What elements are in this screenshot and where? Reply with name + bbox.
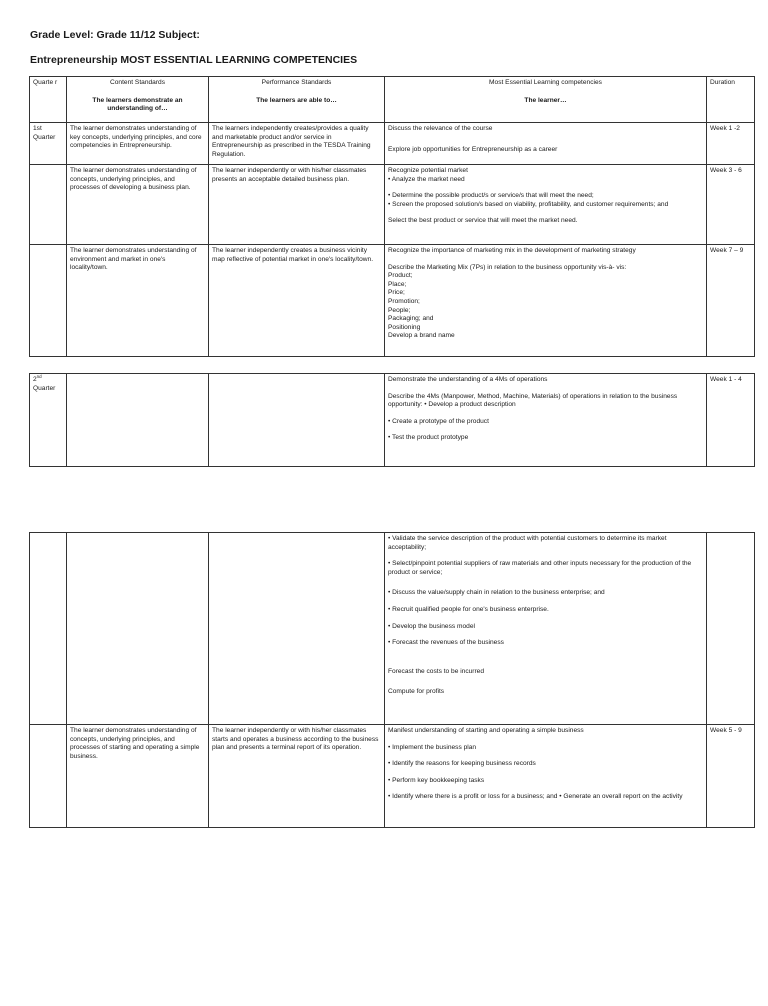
content-standards-header: Content Standards The learners demonstrate an understanding of… bbox=[67, 77, 209, 123]
duration-cell: Week 7 – 9 bbox=[707, 245, 755, 357]
performance-standard-cell: The learner independently or with his/her classmates starts and operates a business according to the business plan and presents a terminal report of its operation. bbox=[209, 725, 385, 828]
grade-level-heading: Grade Level: Grade 11/12 Subject: bbox=[30, 29, 200, 41]
duration-cell: Week 3 - 6 bbox=[707, 165, 755, 245]
competencies-cell: Recognize the importance of marketing mix in the development of marketing strategy Describe the Marketing Mix (7Ps) in relation to the business opportunity vis-à- vis: Product; Place; Price; Promotion; People; Packaging; and Positioning Develop a brand name bbox=[385, 245, 707, 357]
content-standard-cell: The learner demonstrates understanding of concepts, underlying principles, and processes of developing a business plan. bbox=[67, 165, 209, 245]
performance-standard-cell bbox=[209, 533, 385, 725]
melc-table-continuation bbox=[29, 532, 755, 828]
quarter-cell bbox=[30, 165, 67, 245]
content-standard-cell: The learner demonstrates understanding of key concepts, underlying principles, and core competencies in Entrepreneurship. bbox=[67, 123, 209, 165]
table-row bbox=[30, 165, 755, 245]
competencies-cell: Demonstrate the understanding of a 4Ms of operations Describe the 4Ms (Manpower, Method, Machine, Materials) of operations in relation to the business opportunity: • Develop a product description • Create a prototype of the product • Test the product prototype bbox=[385, 374, 707, 467]
quarter-cell bbox=[30, 245, 67, 357]
duration-cell: Week 1 -2 bbox=[707, 123, 755, 165]
duration-header: Duration bbox=[707, 77, 755, 123]
quarter-cell bbox=[30, 533, 67, 725]
subject-heading: Entrepreneurship MOST ESSENTIAL LEARNING COMPETENCIES bbox=[30, 54, 358, 66]
melc-table-quarter-1 bbox=[29, 76, 755, 357]
content-standard-cell: The learner demonstrates understanding of environment and market in one's locality/town. bbox=[67, 245, 209, 357]
content-standard-cell bbox=[67, 533, 209, 725]
performance-standard-cell: The learners independently creates/provides a quality and marketable product and/or service in Entrepreneurship as prescribed in the TESDA Training Regulation. bbox=[209, 123, 385, 165]
quarter-column-header: Quarte r bbox=[30, 77, 67, 123]
quarter-cell: 2nd Quarter bbox=[30, 374, 67, 467]
table-row bbox=[30, 374, 755, 467]
table-row bbox=[30, 533, 755, 725]
competencies-cell: Recognize potential market • Analyze the market need • Determine the possible product/s or service/s that will meet the need; • Screen the proposed solution/s based on viability, profitability, and customer requirements; and Select the best product or service that will meet the market need. bbox=[385, 165, 707, 245]
competencies-cell: Discuss the relevance of the course Explore job opportunities for Entrepreneurship as a career bbox=[385, 123, 707, 165]
quarter-cell bbox=[30, 725, 67, 828]
performance-standards-header: Performance Standards The learners are able to… bbox=[209, 77, 385, 123]
melc-header: Most Essential Learning competencies The learner… bbox=[385, 77, 707, 123]
performance-standard-cell bbox=[209, 374, 385, 467]
melc-table-quarter-2 bbox=[29, 373, 755, 467]
duration-cell: Week 1 - 4 bbox=[707, 374, 755, 467]
quarter-cell: 1st Quarter bbox=[30, 123, 67, 165]
performance-standard-cell: The learner independently creates a business vicinity map reflective of potential market in one's locality/town. bbox=[209, 245, 385, 357]
competencies-cell: Manifest understanding of starting and operating a simple business • Implement the business plan • Identify the reasons for keeping business records • Perform key bookkeeping tasks • Identify where there is a profit or loss for a business; and • Generate an overall report on the activity bbox=[385, 725, 707, 828]
table-row bbox=[30, 123, 755, 165]
content-standard-cell: The learner demonstrates understanding of concepts, underlying principles, and processes of starting and operating a simple business. bbox=[67, 725, 209, 828]
table-header-row bbox=[30, 77, 755, 123]
duration-cell bbox=[707, 533, 755, 725]
table-row bbox=[30, 725, 755, 828]
performance-standard-cell: The learner independently or with his/her classmates presents an acceptable detailed business plan. bbox=[209, 165, 385, 245]
content-standard-cell bbox=[67, 374, 209, 467]
table-row bbox=[30, 245, 755, 357]
competencies-cell: • Validate the service description of the product with potential customers to determine its market acceptability; • Select/pinpoint potential suppliers of raw materials and other inputs necessary for the production of the product or service; • Discuss the value/supply chain in relation to the business enterprise; and • Recruit qualified people for one's business enterprise. • Develop the business model • Forecast the revenues of the business Forecast the costs to be incurred Compute for profits bbox=[385, 533, 707, 725]
duration-cell: Week 5 - 9 bbox=[707, 725, 755, 828]
